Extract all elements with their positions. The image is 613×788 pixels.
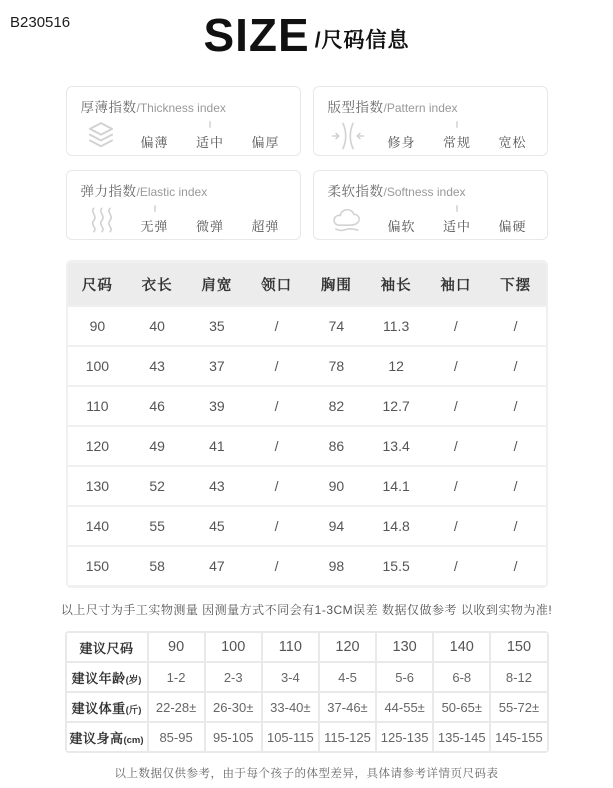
index-box-title-en: /Pattern index [383, 101, 458, 115]
suggest-table-cell: 6-8 [434, 663, 489, 691]
size-table-row [68, 387, 546, 425]
index-option [196, 205, 224, 235]
size-table [68, 261, 546, 587]
size-table-cell: 58 [127, 547, 187, 585]
compress-icon [328, 118, 368, 154]
suggest-row-label: 建议体重(斤) [67, 693, 147, 721]
index-option [443, 121, 471, 151]
suggest-table-cell: 37-46± [320, 693, 375, 721]
suggest-table-cell: 135-145 [434, 723, 489, 751]
size-table-cell: / [247, 507, 307, 545]
size-table-header-cell: 肩宽 [187, 263, 247, 305]
index-option-label: 偏硬 [498, 219, 527, 234]
index-option-label: 超弹 [251, 219, 280, 234]
product-code: B230516 [10, 14, 71, 31]
suggest-table-body [67, 633, 547, 751]
cloud-icon [328, 202, 368, 238]
size-table-header-cell: 袖长 [366, 263, 426, 305]
index-box-title-cn: 弹力指数 [80, 184, 137, 199]
size-table-header-cell: 领口 [247, 263, 307, 305]
page-title-size: SIZE [203, 9, 310, 61]
index-option-label: 偏薄 [140, 135, 169, 150]
suggest-row-unit: (cm) [123, 734, 144, 746]
suggest-table-cell: 50-65± [434, 693, 489, 721]
size-table-cell: / [486, 427, 546, 465]
size-table-cell: 40 [127, 307, 187, 345]
index-box-content [328, 118, 535, 154]
size-table-cell: 13.4 [366, 427, 426, 465]
size-table-cell: 82 [307, 387, 367, 425]
suggest-row-label: 建议身高(cm) [67, 723, 147, 751]
suggest-row-label: 建议年龄(岁) [67, 663, 147, 691]
suggest-row-label: 建议尺码 [67, 633, 147, 661]
suggest-table-cell: 110 [263, 633, 318, 661]
size-table-cell: 11.3 [366, 307, 426, 345]
index-boxes [66, 86, 548, 240]
suggest-table-cell: 85-95 [149, 723, 204, 751]
size-table-cell: / [486, 467, 546, 505]
suggest-table-cell: 44-55± [377, 693, 432, 721]
suggest-table-cell: 140 [434, 633, 489, 661]
index-option-label: 宽松 [498, 135, 527, 150]
suggest-table-cell: 120 [320, 633, 375, 661]
index-option [251, 205, 279, 235]
index-option [196, 121, 224, 151]
size-table-cell: / [247, 347, 307, 385]
level-tick [209, 121, 211, 128]
suggest-table-cell: 1-2 [149, 663, 204, 691]
index-box-content [81, 118, 288, 154]
index-box-options [121, 205, 288, 235]
size-table-row [68, 427, 546, 465]
index-option [388, 205, 416, 235]
suggest-table-cell: 2-3 [206, 663, 261, 691]
index-option-label: 适中 [195, 135, 224, 150]
size-table-cell: 15.5 [366, 547, 426, 585]
size-table-cell: 120 [68, 427, 128, 465]
size-table-cell: 110 [68, 387, 128, 425]
size-table-cell: / [486, 387, 546, 425]
size-table-head [68, 263, 546, 305]
index-option [141, 205, 169, 235]
index-option [141, 121, 169, 151]
size-table-cell: 86 [307, 427, 367, 465]
suggest-table-cell: 3-4 [263, 663, 318, 691]
suggest-table-cell: 145-155 [491, 723, 546, 751]
suggest-table-cell: 8-12 [491, 663, 546, 691]
size-table-cell: 43 [187, 467, 247, 505]
index-box [313, 86, 548, 156]
suggest-table-cell: 150 [491, 633, 546, 661]
suggest-table-row [67, 693, 547, 721]
size-table-cell: 45 [187, 507, 247, 545]
size-table-cell: / [486, 547, 546, 585]
size-table-header-cell: 衣长 [127, 263, 187, 305]
size-table-cell: 14.8 [366, 507, 426, 545]
reference-note: 以上数据仅供参考，由于每个孩子的体型差异，具体请参考详情页尺码表 [114, 768, 499, 780]
size-table-row [68, 307, 546, 345]
page-title-cn: /尺码信息 [314, 29, 410, 52]
suggest-table [65, 631, 549, 753]
size-table-cell: / [426, 427, 486, 465]
index-box-title-en: /Softness index [383, 185, 466, 199]
index-option [498, 121, 526, 151]
index-box [313, 170, 548, 240]
size-table-cell: 140 [68, 507, 128, 545]
index-box-options [368, 205, 535, 235]
size-table-cell: 130 [68, 467, 128, 505]
index-option-label: 微弹 [195, 219, 224, 234]
suggest-table-row [67, 723, 547, 751]
level-tick [456, 121, 458, 128]
size-table-cell: 35 [187, 307, 247, 345]
size-table-cell: 90 [307, 467, 367, 505]
index-box-title-cn: 厚薄指数 [80, 100, 137, 115]
suggest-table-cell: 105-115 [263, 723, 318, 751]
waves-icon [81, 202, 121, 238]
size-table-header-cell: 胸围 [307, 263, 367, 305]
index-option [388, 121, 416, 151]
suggest-table-cell: 95-105 [206, 723, 261, 751]
suggest-table-cell: 100 [206, 633, 261, 661]
index-option [443, 205, 471, 235]
suggest-row-unit: (岁) [125, 674, 142, 686]
suggest-table-cell: 4-5 [320, 663, 375, 691]
suggest-table-cell: 5-6 [377, 663, 432, 691]
page-title [0, 8, 613, 61]
suggest-table-cell: 55-72± [491, 693, 546, 721]
level-tick [154, 205, 156, 212]
size-table-cell: 12.7 [366, 387, 426, 425]
size-table-cell: / [247, 427, 307, 465]
index-option [251, 121, 279, 151]
size-table-cell: 14.1 [366, 467, 426, 505]
index-box-title-en: /Elastic index [136, 185, 208, 199]
size-table-header-row [68, 263, 546, 305]
size-table-cell: 47 [187, 547, 247, 585]
size-table-cell: / [247, 547, 307, 585]
index-option-label: 偏软 [387, 219, 416, 234]
index-option-label: 适中 [442, 219, 471, 234]
size-table-cell: 100 [68, 347, 128, 385]
index-box-title [328, 180, 535, 200]
size-table-row [68, 467, 546, 505]
size-table-cell: 52 [127, 467, 187, 505]
suggest-table-cell: 125-135 [377, 723, 432, 751]
size-table-cell: / [247, 467, 307, 505]
suggest-table-cell: 90 [149, 633, 204, 661]
suggest-table-row [67, 633, 547, 661]
size-table-cell: 78 [307, 347, 367, 385]
suggest-row-unit: (斤) [125, 704, 142, 716]
index-box-options [368, 121, 535, 151]
suggest-table-cell: 22-28± [149, 693, 204, 721]
size-table-wrap [66, 260, 548, 588]
index-option-label: 无弹 [140, 219, 169, 234]
size-table-cell: 150 [68, 547, 128, 585]
size-table-row [68, 547, 546, 585]
suggest-table-cell: 130 [377, 633, 432, 661]
size-table-cell: 49 [127, 427, 187, 465]
size-table-cell: / [426, 307, 486, 345]
size-table-cell: 94 [307, 507, 367, 545]
size-table-cell: / [426, 347, 486, 385]
size-table-cell: / [486, 347, 546, 385]
index-box-title-en: /Thickness index [136, 101, 226, 115]
index-box [66, 170, 301, 240]
index-box-title [328, 96, 535, 116]
level-tick [456, 205, 458, 212]
index-box-options [121, 121, 288, 151]
size-table-cell: 46 [127, 387, 187, 425]
index-option-label: 偏厚 [251, 135, 280, 150]
suggest-table-cell: 115-125 [320, 723, 375, 751]
index-box [66, 86, 301, 156]
size-table-cell: / [426, 467, 486, 505]
layers-icon [81, 118, 121, 154]
suggest-table-row [67, 663, 547, 691]
size-table-cell: 90 [68, 307, 128, 345]
suggest-table-cell: 26-30± [206, 693, 261, 721]
size-table-cell: / [426, 547, 486, 585]
size-table-cell: 37 [187, 347, 247, 385]
suggest-table-cell: 33-40± [263, 693, 318, 721]
size-table-cell: 43 [127, 347, 187, 385]
size-table-cell: / [426, 387, 486, 425]
size-table-cell: / [426, 507, 486, 545]
index-box-title [81, 180, 288, 200]
suggest-table-wrap [65, 631, 549, 753]
size-table-cell: 98 [307, 547, 367, 585]
size-table-cell: 74 [307, 307, 367, 345]
index-option-label: 常规 [442, 135, 471, 150]
index-box-content [81, 202, 288, 238]
size-table-cell: 39 [187, 387, 247, 425]
size-table-body [68, 307, 546, 585]
size-table-cell: 12 [366, 347, 426, 385]
size-table-cell: / [247, 307, 307, 345]
index-box-title-cn: 版型指数 [327, 100, 384, 115]
size-table-cell: / [247, 387, 307, 425]
size-table-cell: 41 [187, 427, 247, 465]
size-table-header-cell: 袖口 [426, 263, 486, 305]
size-table-header-cell: 尺码 [68, 263, 128, 305]
index-box-title [81, 96, 288, 116]
measurement-note: 以上尺寸为手工实物测量 因测量方式不同会有1-3CM误差 数据仅做参考 以收到实物为准! [60, 603, 553, 617]
index-option [498, 205, 526, 235]
index-option-label: 修身 [387, 135, 416, 150]
size-table-cell: / [486, 507, 546, 545]
size-table-cell: / [486, 307, 546, 345]
size-table-header-cell: 下摆 [486, 263, 546, 305]
size-table-row [68, 347, 546, 385]
index-box-content [328, 202, 535, 238]
size-table-row [68, 507, 546, 545]
size-table-cell: 55 [127, 507, 187, 545]
index-box-title-cn: 柔软指数 [327, 184, 384, 199]
